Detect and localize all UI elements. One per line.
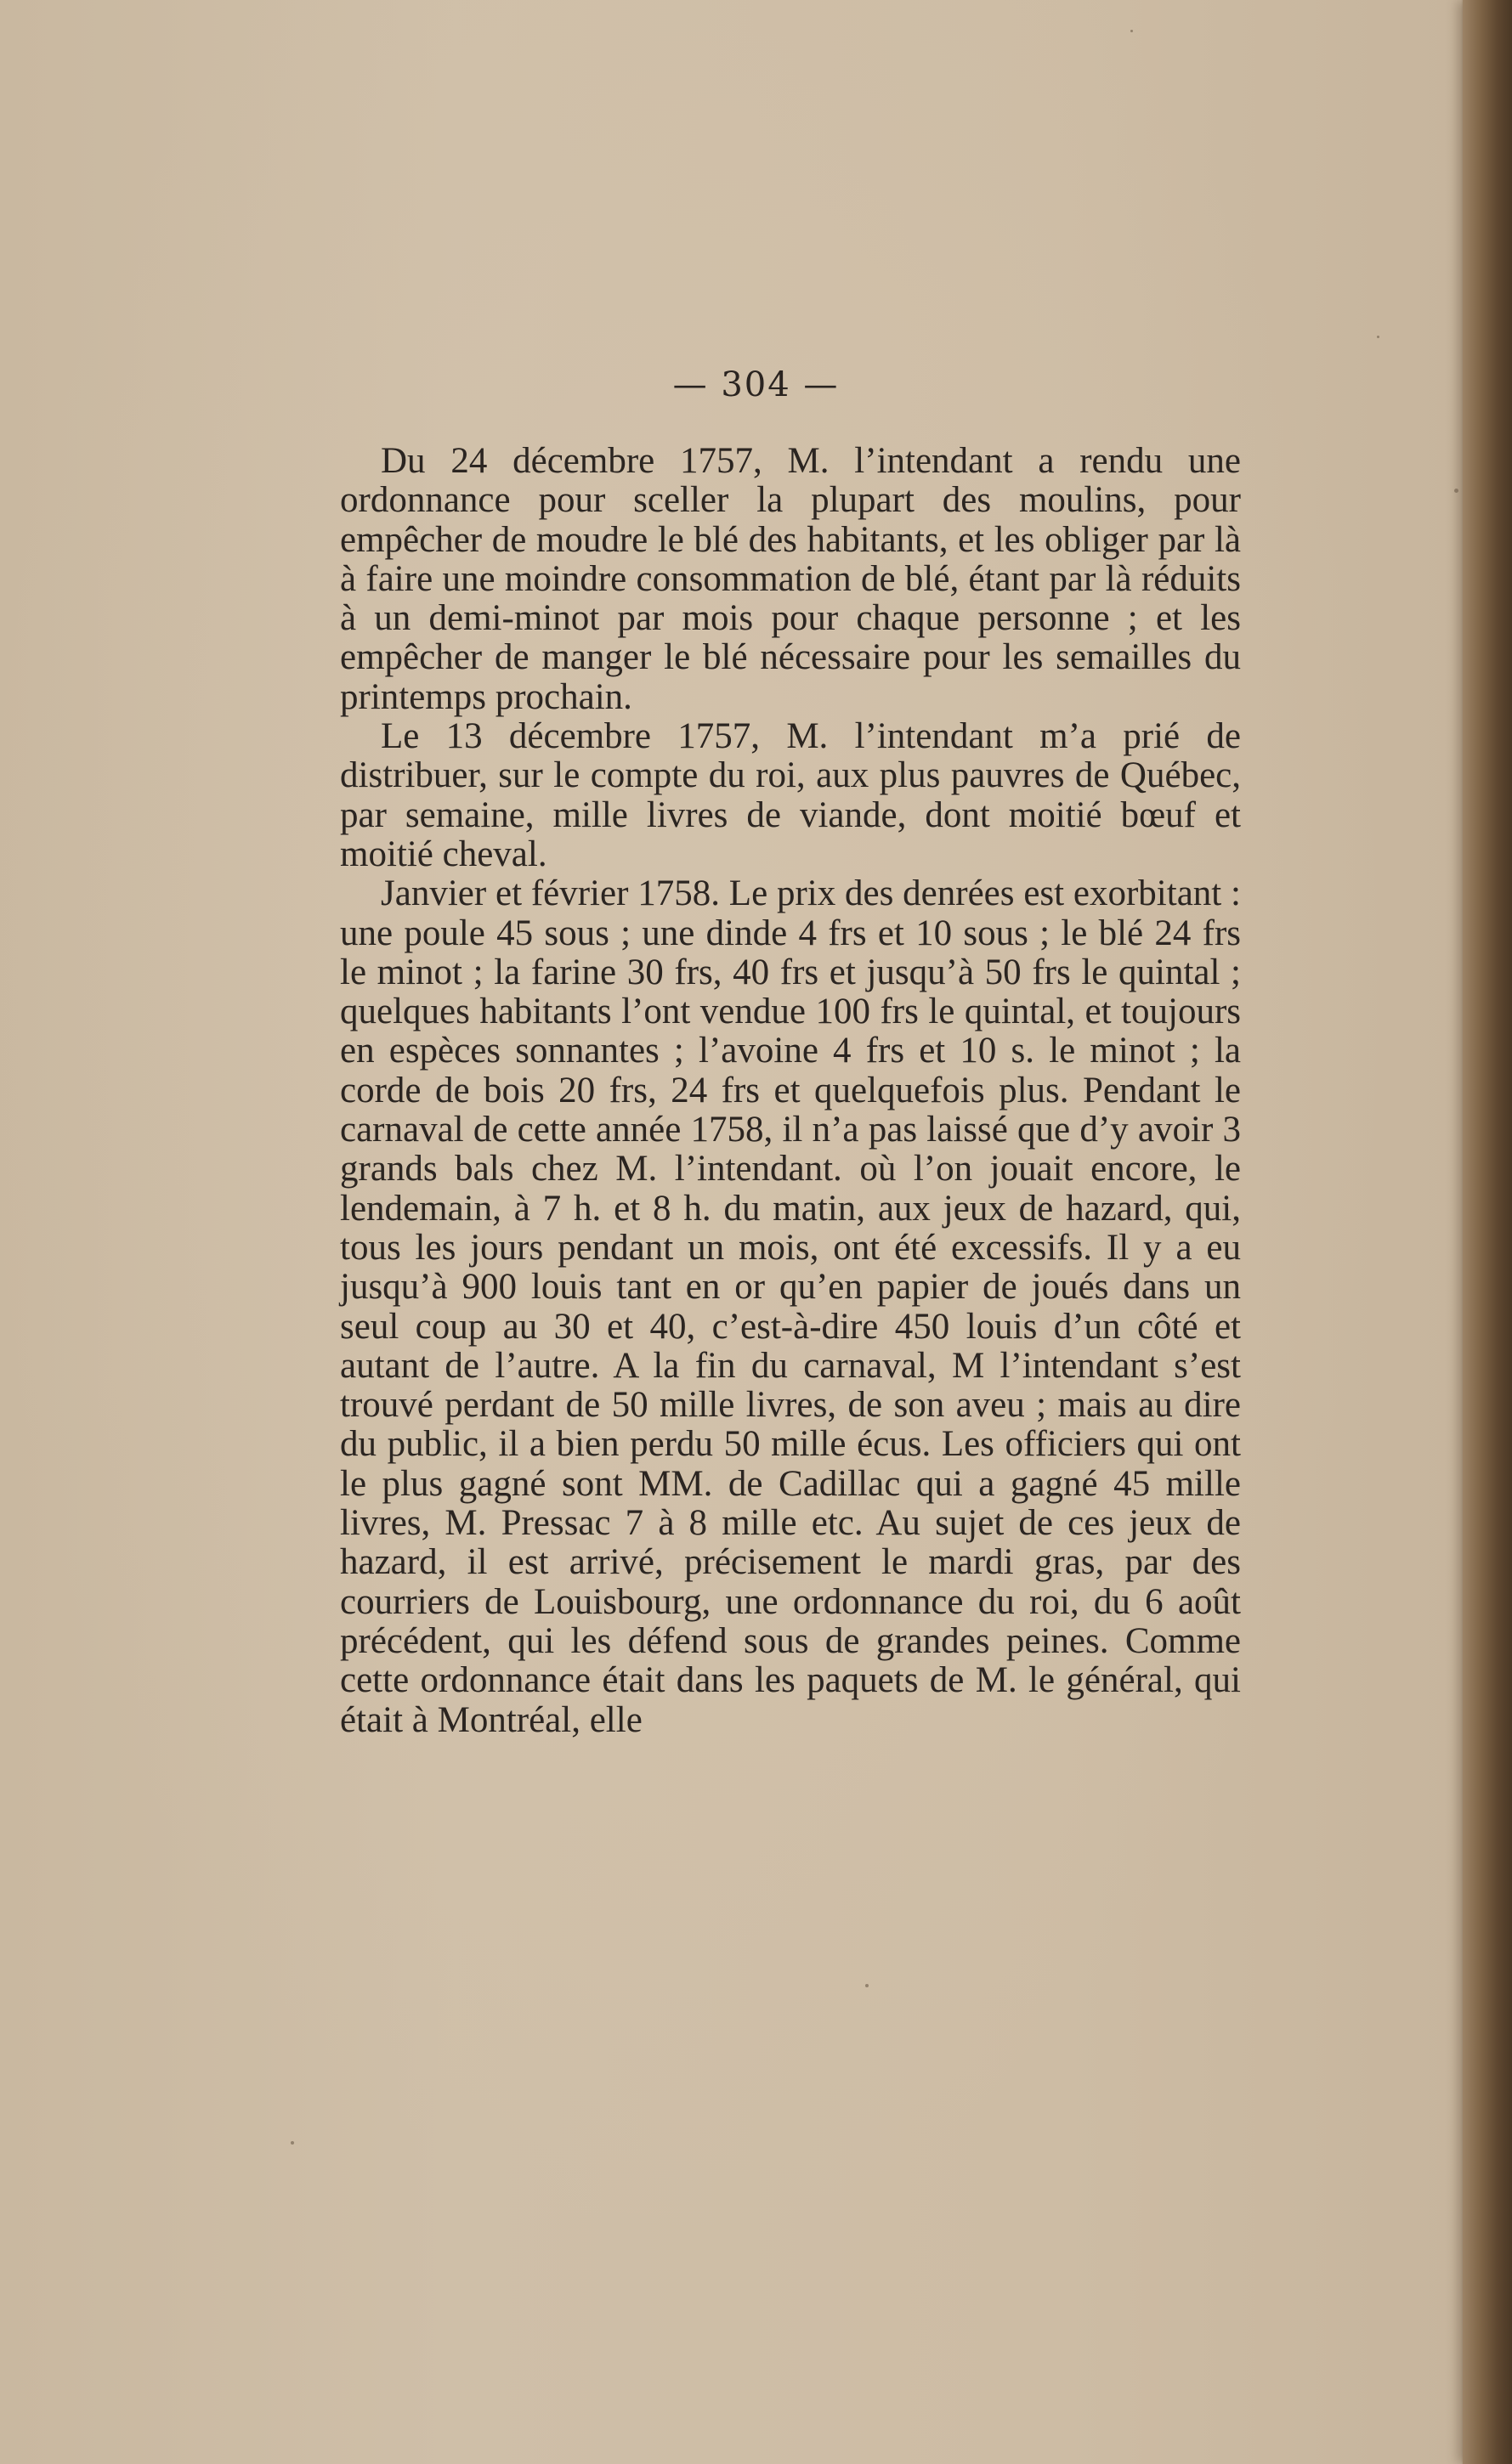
paragraph: Le 13 décembre 1757, M. l’intendant m’a prié de distribuer, sur le compte du roi, aux plus pauvres de Québec, par semaine, mille livres de viande, dont moitié bœuf et moitié cheval. <box>340 716 1241 874</box>
paper-speck <box>291 2141 294 2145</box>
paragraph: Du 24 décembre 1757, M. l’intendant a rendu une ordonnance pour sceller la plupart des moulins, pour empêcher de moudre le blé des habitants, et les obliger par là à faire une moindre consommation de blé, étant par là réduits à un demi-minot par mois pour chaque personne ; et les empêcher de manger le blé nécessaire pour les semailles du printemps prochain. <box>340 441 1241 717</box>
body-text <box>340 442 1241 1740</box>
paragraph: Janvier et février 1758. Le prix des denrées est exorbitant : une poule 45 sous ; une dinde 4 frs et 10 sous ; le blé 24 frs le minot ; la farine 30 frs, 40 frs et jusqu’à 50 frs le quintal ; quelques habitants l’ont vendue 100 frs le quintal, et toujours en espèces sonnantes ; l’avoine 4 frs et 10 s. le minot ; la corde de bois 20 frs, 24 frs et quelquefois plus. Pendant le carnaval de cette année 1758, il n’a pas laissé que d’y avoir 3 grands bals chez M. l’intendant. où l’on jouait encore, le lendemain, à 7 h. et 8 h. du matin, aux jeux de hazard, qui, tous les jours pendant un mois, ont été excessifs. Il y a eu jusqu’à 900 louis tant en or qu’en papier de joués dans un seul coup au 30 et 40, c’est-à-dire 450 louis d’un côté et autant de l’autre. A la fin du carnaval, M l’intendant s’est trouvé perdant de 50 mille livres, de son aveu ; mais au dire du public, il a bien perdu 50 mille écus. Les officiers qui ont le plus gagné sont MM. de Cadillac qui a gagné 45 mille livres, M. Pressac 7 à 8 mille etc. Au sujet de ces jeux de hazard, il est arrivé, précisement le mardi gras, par des courriers de Louisbourg, une ordonnance du roi, du 6 août précédent, qui les défend sous de grandes peines. Comme cette ordonnance était dans les paquets de M. le général, qui était à Montréal, elle <box>340 873 1241 1740</box>
paper-speck <box>1130 30 1133 32</box>
paper-speck <box>865 1984 869 1987</box>
page-number: — 304 — <box>672 365 840 404</box>
paper-speck <box>1377 336 1379 338</box>
paper-speck <box>1454 489 1458 493</box>
